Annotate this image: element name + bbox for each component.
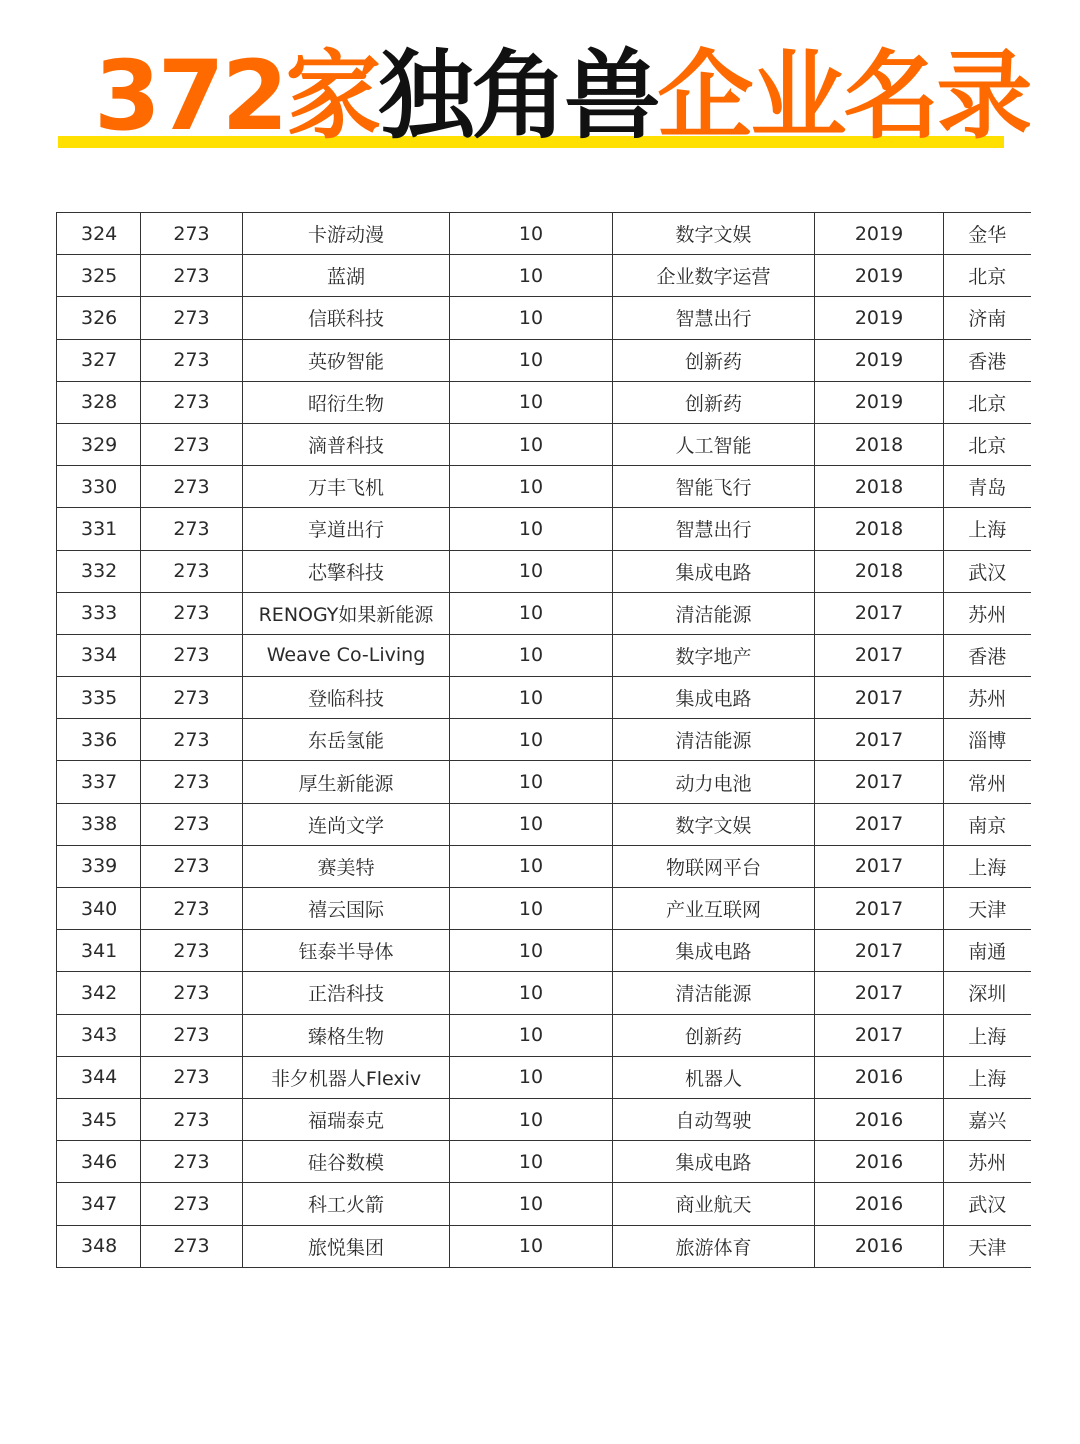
year-cell: 2018 [815,466,944,508]
batch-cell: 273 [141,634,243,676]
valuation-cell: 10 [450,1014,613,1056]
rank-cell: 329 [57,423,141,465]
valuation-cell: 10 [450,213,613,255]
year-cell: 2016 [815,1183,944,1225]
rank-cell: 324 [57,213,141,255]
city-cell: 南京 [944,803,1031,845]
city-cell: 天津 [944,1225,1031,1267]
batch-cell: 273 [141,972,243,1014]
table-row [57,466,1031,508]
batch-cell: 273 [141,1183,243,1225]
company-cell: 旅悦集团 [243,1225,450,1267]
rank-cell: 343 [57,1014,141,1056]
rank-cell: 327 [57,339,141,381]
rank-cell: 334 [57,634,141,676]
batch-cell: 273 [141,888,243,930]
rank-cell: 325 [57,255,141,297]
table-row [57,719,1031,761]
batch-cell: 273 [141,592,243,634]
batch-cell: 273 [141,255,243,297]
industry-cell: 集成电路 [613,1141,815,1183]
industry-cell: 旅游体育 [613,1225,815,1267]
rank-cell: 328 [57,381,141,423]
industry-cell: 集成电路 [613,930,815,972]
batch-cell: 273 [141,381,243,423]
rank-cell: 340 [57,888,141,930]
table-row [57,297,1031,339]
company-cell: 臻格生物 [243,1014,450,1056]
valuation-cell: 10 [450,1098,613,1140]
valuation-cell: 10 [450,550,613,592]
valuation-cell: 10 [450,972,613,1014]
valuation-cell: 10 [450,634,613,676]
valuation-cell: 10 [450,1056,613,1098]
table-row [57,888,1031,930]
title-directory: 企业名录 [657,40,1030,152]
year-cell: 2017 [815,930,944,972]
valuation-cell: 10 [450,761,613,803]
valuation-cell: 10 [450,1141,613,1183]
city-cell: 常州 [944,761,1031,803]
valuation-cell: 10 [450,255,613,297]
industry-cell: 智慧出行 [613,508,815,550]
city-cell: 淄博 [944,719,1031,761]
year-cell: 2016 [815,1098,944,1140]
valuation-cell: 10 [450,508,613,550]
city-cell: 济南 [944,297,1031,339]
valuation-cell: 10 [450,845,613,887]
industry-cell: 集成电路 [613,677,815,719]
year-cell: 2017 [815,719,944,761]
year-cell: 2016 [815,1056,944,1098]
batch-cell: 273 [141,930,243,972]
rank-cell: 330 [57,466,141,508]
industry-cell: 清洁能源 [613,592,815,634]
industry-cell: 产业互联网 [613,888,815,930]
industry-cell: 创新药 [613,381,815,423]
rank-cell: 339 [57,845,141,887]
company-cell: 钰泰半导体 [243,930,450,972]
industry-cell: 商业航天 [613,1183,815,1225]
table-row [57,592,1031,634]
company-cell: 蓝湖 [243,255,450,297]
city-cell: 上海 [944,1056,1031,1098]
city-cell: 深圳 [944,972,1031,1014]
batch-cell: 273 [141,1225,243,1267]
city-cell: 武汉 [944,550,1031,592]
rank-cell: 331 [57,508,141,550]
table-row [57,213,1031,255]
table-row [57,339,1031,381]
table-row [57,634,1031,676]
year-cell: 2017 [815,592,944,634]
batch-cell: 273 [141,1014,243,1056]
industry-cell: 清洁能源 [613,972,815,1014]
company-cell: 科工火箭 [243,1183,450,1225]
city-cell: 南通 [944,930,1031,972]
rank-cell: 332 [57,550,141,592]
company-cell: 卡游动漫 [243,213,450,255]
table-row [57,550,1031,592]
company-cell: 英矽智能 [243,339,450,381]
city-cell: 苏州 [944,592,1031,634]
table-row [57,1183,1031,1225]
city-cell: 金华 [944,213,1031,255]
year-cell: 2017 [815,972,944,1014]
batch-cell: 273 [141,213,243,255]
company-cell: 登临科技 [243,677,450,719]
year-cell: 2016 [815,1225,944,1267]
city-cell: 上海 [944,508,1031,550]
year-cell: 2019 [815,297,944,339]
valuation-cell: 10 [450,1225,613,1267]
industry-cell: 企业数字运营 [613,255,815,297]
valuation-cell: 10 [450,888,613,930]
rank-cell: 337 [57,761,141,803]
batch-cell: 273 [141,297,243,339]
rank-cell: 346 [57,1141,141,1183]
company-cell: 连尚文学 [243,803,450,845]
company-cell: 福瑞泰克 [243,1098,450,1140]
batch-cell: 273 [141,1056,243,1098]
table-row [57,845,1031,887]
table-row [57,930,1031,972]
industry-cell: 智能飞行 [613,466,815,508]
company-cell: 非夕机器人Flexiv [243,1056,450,1098]
industry-cell: 集成电路 [613,550,815,592]
rank-cell: 333 [57,592,141,634]
industry-cell: 智慧出行 [613,297,815,339]
year-cell: 2017 [815,845,944,887]
valuation-cell: 10 [450,930,613,972]
valuation-cell: 10 [450,297,613,339]
city-cell: 北京 [944,381,1031,423]
city-cell: 天津 [944,888,1031,930]
batch-cell: 273 [141,845,243,887]
table-row [57,423,1031,465]
city-cell: 嘉兴 [944,1098,1031,1140]
table-row [57,972,1031,1014]
batch-cell: 273 [141,761,243,803]
industry-cell: 数字地产 [613,634,815,676]
table-row [57,1141,1031,1183]
year-cell: 2017 [815,677,944,719]
company-cell: Weave Co-Living [243,634,450,676]
city-cell: 上海 [944,845,1031,887]
rank-cell: 347 [57,1183,141,1225]
industry-cell: 数字文娱 [613,803,815,845]
city-cell: 香港 [944,339,1031,381]
year-cell: 2019 [815,213,944,255]
year-cell: 2019 [815,339,944,381]
rank-cell: 345 [57,1098,141,1140]
title-unicorn: 独角兽 [378,40,658,152]
company-cell: 万丰飞机 [243,466,450,508]
table-row [57,677,1031,719]
valuation-cell: 10 [450,803,613,845]
valuation-cell: 10 [450,592,613,634]
year-cell: 2017 [815,803,944,845]
batch-cell: 273 [141,1098,243,1140]
company-cell: 厚生新能源 [243,761,450,803]
company-cell: 东岳氢能 [243,719,450,761]
valuation-cell: 10 [450,339,613,381]
rank-cell: 338 [57,803,141,845]
year-cell: 2019 [815,255,944,297]
industry-cell: 创新药 [613,339,815,381]
batch-cell: 273 [141,339,243,381]
page-title [94,40,1030,152]
city-cell: 北京 [944,255,1031,297]
city-cell: 北京 [944,423,1031,465]
table-row [57,1098,1031,1140]
company-cell: 滴普科技 [243,423,450,465]
rank-cell: 342 [57,972,141,1014]
city-cell: 苏州 [944,677,1031,719]
batch-cell: 273 [141,508,243,550]
year-cell: 2018 [815,550,944,592]
valuation-cell: 10 [450,1183,613,1225]
city-cell: 武汉 [944,1183,1031,1225]
table-row [57,1056,1031,1098]
valuation-cell: 10 [450,381,613,423]
industry-cell: 创新药 [613,1014,815,1056]
table-body [57,213,1031,1268]
city-cell: 上海 [944,1014,1031,1056]
industry-cell: 自动驾驶 [613,1098,815,1140]
batch-cell: 273 [141,677,243,719]
batch-cell: 273 [141,466,243,508]
valuation-cell: 10 [450,719,613,761]
batch-cell: 273 [141,423,243,465]
rank-cell: 348 [57,1225,141,1267]
company-cell: 昭衍生物 [243,381,450,423]
rank-cell: 341 [57,930,141,972]
table-row [57,1225,1031,1267]
unicorn-table [56,212,1030,1268]
industry-cell: 数字文娱 [613,213,815,255]
title-count: 372家 [94,40,379,152]
valuation-cell: 10 [450,423,613,465]
year-cell: 2017 [815,634,944,676]
city-cell: 香港 [944,634,1031,676]
company-cell: 芯擎科技 [243,550,450,592]
industry-cell: 清洁能源 [613,719,815,761]
industry-cell: 物联网平台 [613,845,815,887]
valuation-cell: 10 [450,677,613,719]
company-cell: RENOGY如果新能源 [243,592,450,634]
table-row [57,803,1031,845]
year-cell: 2017 [815,761,944,803]
title-block [58,40,1030,152]
year-cell: 2019 [815,381,944,423]
table-row [57,381,1031,423]
year-cell: 2017 [815,1014,944,1056]
company-cell: 硅谷数模 [243,1141,450,1183]
table-row [57,1014,1031,1056]
company-cell: 正浩科技 [243,972,450,1014]
city-cell: 青岛 [944,466,1031,508]
company-cell: 信联科技 [243,297,450,339]
batch-cell: 273 [141,803,243,845]
valuation-cell: 10 [450,466,613,508]
city-cell: 苏州 [944,1141,1031,1183]
table-row [57,508,1031,550]
year-cell: 2016 [815,1141,944,1183]
rank-cell: 326 [57,297,141,339]
batch-cell: 273 [141,550,243,592]
year-cell: 2017 [815,888,944,930]
rank-cell: 344 [57,1056,141,1098]
industry-cell: 动力电池 [613,761,815,803]
table-row [57,255,1031,297]
company-cell: 赛美特 [243,845,450,887]
year-cell: 2018 [815,423,944,465]
rank-cell: 336 [57,719,141,761]
industry-cell: 机器人 [613,1056,815,1098]
year-cell: 2018 [815,508,944,550]
table-row [57,761,1031,803]
batch-cell: 273 [141,719,243,761]
company-cell: 享道出行 [243,508,450,550]
company-cell: 禧云国际 [243,888,450,930]
batch-cell: 273 [141,1141,243,1183]
industry-cell: 人工智能 [613,423,815,465]
rank-cell: 335 [57,677,141,719]
